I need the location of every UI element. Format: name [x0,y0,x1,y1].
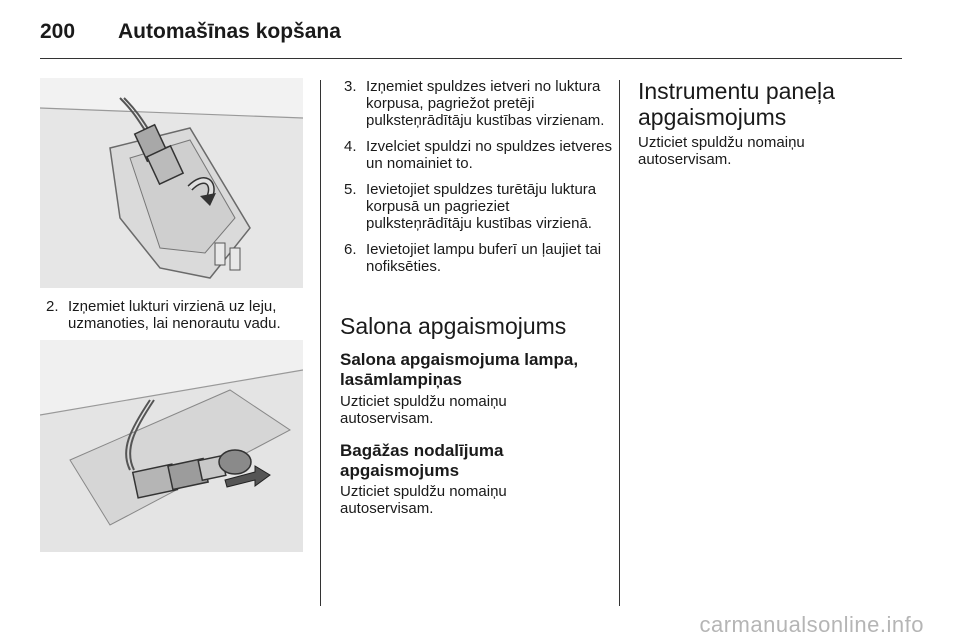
bulb-holder-illustration [40,340,303,552]
chapter-title: Automašīnas kopšana [118,20,341,43]
steps-list-middle [344,78,614,284]
subheading-trunk-lighting: Bagāžas nodalījuma apgaismojums [340,441,504,480]
column-divider [619,80,620,606]
step-item [344,138,614,172]
watermark: carmanualsonline.info [699,612,924,637]
step-text: Izvelciet spuldzi no spuldzes ietveres un nomainiet to. [366,138,612,172]
step-text: Ievietojiet spuldzes turētāju luktura korpusā un pagrieziet pulksteņrādītāju kustības virzienā. [366,181,597,232]
step-item [344,181,614,232]
step-number: 2. [46,298,59,315]
step-text: Ievietojiet lampu buferī un ļaujiet tai nofiksēties. [366,241,602,275]
step-number: 3. [344,78,357,95]
paragraph-instrument-panel: Uzticiet spuldžu nomaiņu autoservisam. [638,134,805,168]
lamp-removal-illustration [40,78,303,288]
step-item [344,78,614,129]
step-text: Izņemiet lukturi virzienā uz leju, uzmanoties, lai nenorautu vadu. [68,298,281,332]
column-divider [320,80,321,606]
step-number: 6. [344,241,357,258]
step-item [46,298,308,332]
header-rule [40,58,902,59]
step-item [344,241,614,275]
paragraph-interior-lamp: Uzticiet spuldžu nomaiņu autoservisam. [340,393,507,427]
step-number: 4. [344,138,357,155]
steps-list-left [46,298,308,332]
subheading-interior-lamp: Salona apgaismojuma lampa, lasāmlampiņas [340,350,579,389]
step-text: Izņemiet spuldzes ietveri no luktura korpusa, pagriežot pretēji pulksteņrādītāju kustības virzienam. [366,78,605,129]
page-number: 200 [40,20,76,43]
step-number: 5. [344,181,357,198]
section-heading-interior-lighting: Salona apgaismojums [340,313,567,339]
section-heading-instrument-panel: Instrumentu paneļa apgaismojums [638,78,835,130]
paragraph-trunk-lighting: Uzticiet spuldžu nomaiņu autoservisam. [340,483,507,517]
